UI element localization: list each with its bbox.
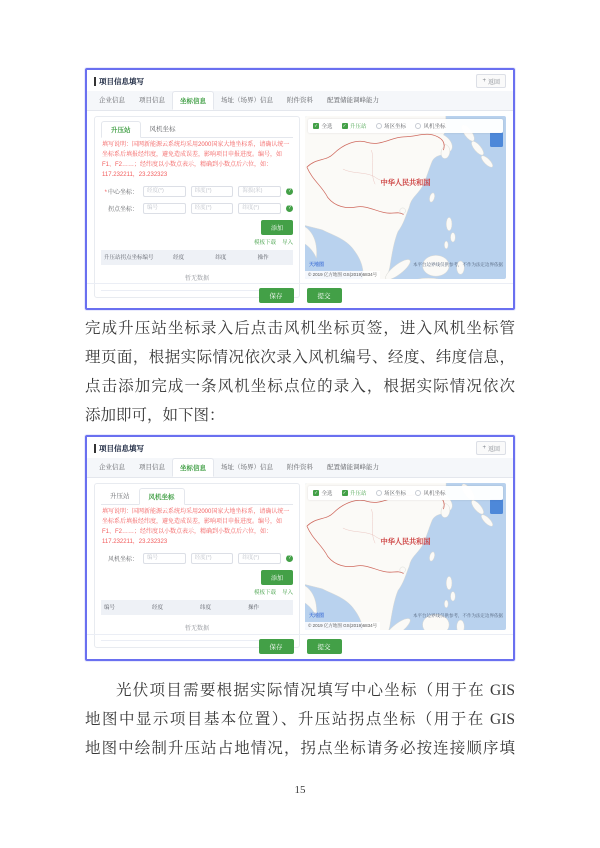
map-legend [308,119,503,133]
china-map [305,483,506,630]
legend-label: 全选 [321,124,333,130]
col-longitude: 经度 [149,600,197,615]
legend-label: 场区坐标 [384,491,407,497]
map-legend [308,486,503,500]
import-link[interactable]: 导入 [281,239,293,246]
body-paragraph-1 [85,314,515,430]
turbine-number-input[interactable] [143,553,186,564]
fill-instructions: 填写说明：国网新能源云系统均采用2000国家大地坐标系，请确认统一坐标系后填报经纬度，避免造成误差，影响项目申报进度。编号，如F1、F2……；经纬度以小数点表示，精确到小数点后六位，如：117.232211，23.232323 [102,142,290,178]
checkbox-checked-icon[interactable]: ✓ [342,490,347,495]
submit-button[interactable]: 提交 [307,639,342,654]
map-provider-logo: 天地图 [309,613,325,619]
tab-coordinate-info[interactable]: 坐标信息 [172,458,214,477]
gis-map[interactable] [305,483,506,630]
fill-instructions: 填写说明：国网新能源云系统均采用2000国家大地坐标系，请确认统一坐标系后填报经纬度，避免造成误差，影响项目申报进度。编号，如F1、F2……；经纬度以小数点表示，精确到小数点后六位，如：117.232211，23.232323 [102,509,290,545]
required-mark: * [104,189,107,196]
map-provider-logo: 天地图 [309,262,325,268]
tab-company-info[interactable]: 企业信息 [99,97,125,104]
tab-project-info[interactable]: 项目信息 [139,97,165,104]
back-button[interactable] [476,441,506,455]
sub-tabbar [101,121,293,138]
text-line: 地图中显示项目基本位置）、升压站拐点坐标（用于在 GIS [85,711,515,728]
center-longitude-input[interactable] [143,186,186,197]
map-attribution: © 2019 亿方地图 GS(2019)6834号 [305,622,380,630]
turbine-latitude-input[interactable] [238,553,281,564]
legend-site-coords[interactable] [376,489,407,497]
empty-state: 暂无数据 [101,265,293,291]
corner-coordinate-label [101,204,138,213]
card-header [87,437,513,458]
legend-label: 全选 [321,491,333,497]
map-disclaimer: 本平台边界线仅供参考，不作为法定边界依据 [413,262,503,267]
corner-number-input[interactable] [143,203,186,214]
card-footer [87,634,513,659]
map-disclaimer: 本平台边界线仅供参考，不作为法定边界依据 [413,613,503,618]
turbine-longitude-input[interactable] [191,553,234,564]
map-layer-control[interactable] [490,132,503,147]
coordinate-form-panel [94,116,300,298]
map-attribution: © 2019 亿方地图 GS(2019)6834号 [305,271,380,279]
save-button[interactable]: 保存 [259,639,294,654]
text-line: 完成升压站坐标录入后点击风机坐标页签，进入风机坐标管 [85,320,515,337]
checkbox-unchecked-icon[interactable] [415,123,421,129]
submit-button[interactable]: 提交 [307,288,342,303]
tab-storage-capacity[interactable]: 配置储能调峰能力 [327,97,379,104]
legend-label: 升压站 [350,491,367,497]
col-latitude: 纬度 [212,250,254,265]
center-latitude-input[interactable] [191,186,234,197]
legend-turbine-coords[interactable] [415,489,446,497]
main-tabbar [87,91,513,111]
add-button[interactable]: 添加 [261,220,293,235]
corner-latitude-input[interactable] [238,203,281,214]
checkbox-checked-icon[interactable]: ✓ [342,123,347,128]
field-label: 风机坐标： [107,556,138,563]
save-button[interactable]: 保存 [259,288,294,303]
checkbox-checked-icon[interactable]: ✓ [314,490,318,495]
col-latitude: 纬度 [197,600,245,615]
template-download-link[interactable]: 模板下载 [253,239,276,246]
col-actions: 操作 [245,600,293,615]
legend-label: 升压站 [350,124,367,130]
col-longitude: 经度 [170,250,212,265]
help-icon[interactable]: ? [286,205,293,212]
corner-coordinate-row [101,203,293,214]
back-button-label: 返回 [487,79,500,86]
checkbox-unchecked-icon[interactable] [415,490,421,496]
china-map [305,116,506,279]
turbine-coordinate-label [101,554,138,563]
legend-label: 场区坐标 [384,124,407,130]
text-line: 添加即可，如下图： [85,407,225,424]
coordinate-form-panel [94,483,300,648]
tab-site-info[interactable]: 场址（场界）信息 [221,97,273,104]
add-button[interactable]: 添加 [261,570,293,585]
checkbox-unchecked-icon[interactable] [376,490,382,496]
back-button-label: 返回 [487,446,500,453]
text-line: 光伏项目需要根据实际情况填写中心坐标（用于在 GIS [116,682,515,699]
col-corner-number: 升压站拐点坐标编号 [101,250,170,265]
tab-attachments[interactable]: 附件资料 [287,464,313,471]
tab-attachments[interactable]: 附件资料 [287,97,313,104]
back-icon: + [482,78,486,84]
tab-site-info[interactable]: 场址（场界）信息 [221,464,273,471]
legend-label: 风机坐标 [423,491,446,497]
tab-coordinate-info[interactable]: 坐标信息 [172,91,214,110]
help-icon[interactable]: ? [286,188,293,195]
subtab-substation[interactable]: 升压站 [110,493,130,500]
legend-select-all[interactable] [313,122,333,130]
checkbox-checked-icon[interactable]: ✓ [314,123,318,128]
subtab-substation[interactable]: 升压站 [101,121,141,138]
page-title: 项目信息填写 [94,77,144,86]
col-actions: 操作 [255,250,293,265]
corner-longitude-input[interactable] [191,203,234,214]
legend-label: 风机坐标 [423,124,446,130]
gis-map[interactable] [305,116,506,279]
checkbox-unchecked-icon[interactable] [376,123,382,129]
text-line: 地图中绘制升压站占地情况，拐点坐标请务必按连接顺序填 [85,740,515,757]
card-header [87,70,513,91]
field-label: 中心坐标： [107,189,138,196]
map-layer-control[interactable] [490,499,503,514]
center-altitude-input[interactable] [238,186,281,197]
back-button[interactable] [476,74,506,88]
page-title: 项目信息填写 [94,444,144,453]
screenshot-card-substation [85,68,515,310]
help-icon[interactable]: ? [286,555,293,562]
legend-site-coords[interactable] [376,122,407,130]
subtab-turbine-coords[interactable]: 风机坐标 [139,488,185,505]
card-footer [87,283,513,308]
center-coordinate-row [101,186,293,197]
subtab-turbine-coords[interactable]: 风机坐标 [149,126,176,133]
tab-project-info[interactable]: 项目信息 [139,464,165,471]
legend-turbine-coords[interactable] [415,122,446,130]
turbine-coordinate-row [101,553,293,564]
page-number: 15 [294,784,306,796]
center-coordinate-label [101,187,138,196]
field-label: 拐点坐标： [107,206,138,213]
sub-tabbar [101,488,293,505]
import-link[interactable]: 导入 [281,589,293,596]
legend-substation[interactable] [342,489,367,497]
text-line: 点击添加完成一条风机坐标点位的录入，根据实际情况依次 [85,378,515,395]
back-icon: + [482,445,486,451]
legend-select-all[interactable] [313,489,333,497]
tab-storage-capacity[interactable]: 配置储能调峰能力 [327,464,379,471]
main-tabbar [87,458,513,478]
empty-state: 暂无数据 [101,615,293,641]
template-download-link[interactable]: 模板下载 [253,589,276,596]
text-line: 理页面，根据实际情况依次录入风机编号、经度、纬度信息， [85,349,515,366]
tab-company-info[interactable]: 企业信息 [99,464,125,471]
col-number: 编号 [101,600,149,615]
screenshot-card-turbine [85,435,515,661]
legend-substation[interactable] [342,122,367,130]
body-paragraph-2 [85,676,515,763]
